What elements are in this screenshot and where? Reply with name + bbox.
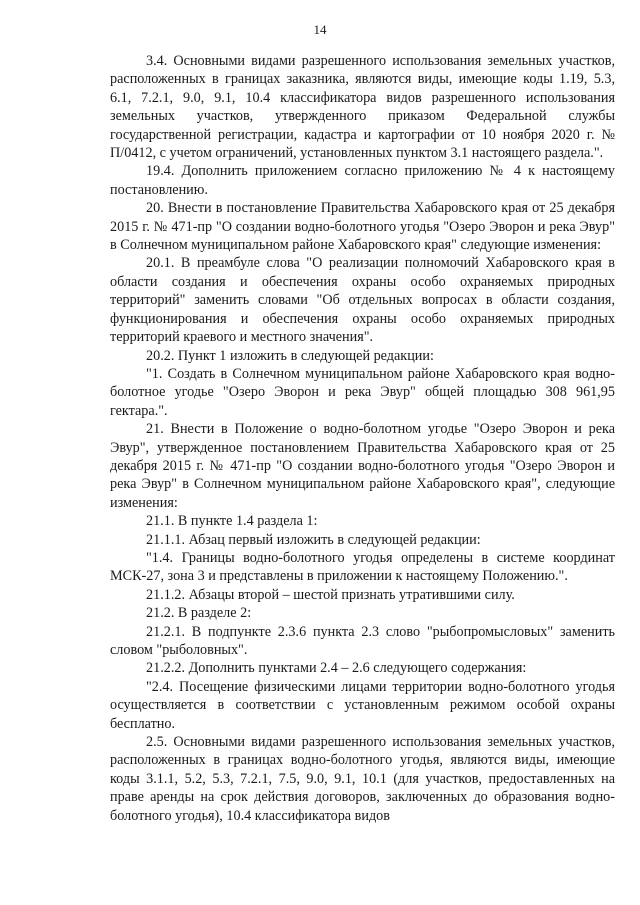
paragraph-quote-1-4: "1.4. Границы водно-болотного угодья определены в системе координат МСК-27, зона 3 и представлены в приложении к настоящему Положению.". [110,549,615,585]
paragraph-20: 20. Внести в постановление Правительства Хабаровского края от 25 декабря 2015 г. № 471-пр "О создании водно-болотного угодья "Озеро Эворон и река Эвур" в Солнечном муниципальном районе Хабаровского края" следующие изменения: [110,200,615,254]
paragraph-21-1: 21.1. В пункте 1.4 раздела 1: [146,513,318,530]
page-number: 14 [313,22,327,37]
document-body [110,52,615,825]
paragraph-21-2: 21.2. В разделе 2: [146,605,252,622]
paragraph-21-2-1: 21.2.1. В подпункте 2.3.6 пункта 2.3 слово "рыбопромысловых" заменить словом "рыболовных". [110,623,615,658]
paragraph-quote-1: "1. Создать в Солнечном муниципальном районе Хабаровского края водно-болотное угодье "Озеро Эворон и река Эвур" общей площадью 308 961,95 гектара.". [110,365,615,419]
paragraph-19-4: 19.4. Дополнить приложением согласно приложению № 4 к настоящему постановлению. [110,163,615,198]
paragraph-2-5: 2.5. Основными видами разрешенного использования земельных участков, расположенных в границах водно-болотного угодья, являются виды, имеющие коды 3.1.1, 5.2, 5.3, 7.2.1, 7.5, 9.0, 9.1, 10.1 (для участков, предоставленных на праве аренды на срок действия договоров, заключенных до образования водно-болотного угодья), 10.4 классификатора видов [110,734,615,824]
paragraph-20-2: 20.2. Пункт 1 изложить в следующей редакции: [146,347,434,364]
paragraph-21-2-2: 21.2.2. Дополнить пунктами 2.4 – 2.6 следующего содержания: [146,660,527,677]
paragraph-21-1-1: 21.1.1. Абзац первый изложить в следующей редакции: [146,531,481,548]
paragraph-21-1-2: 21.1.2. Абзацы второй – шестой признать утратившими силу. [146,586,515,603]
paragraph-20-1: 20.1. В преамбуле слова "О реализации полномочий Хабаровского края в области создания и обеспечения охраны особо охраняемых природных территорий" заменить словами "Об отдельных вопросах в области создания, функционирования и обеспечения охраны особо охраняемых природных территорий краевого и местного значения". [110,255,615,346]
paragraph-21: 21. Внести в Положение о водно-болотном угодье "Озеро Эворон и река Эвур", утвержденное постановлением Правительства Хабаровского края от 25 декабря 2015 г. № 471-пр "О создании водно-болотного угодья "Озеро Эворон и река Эвур" в Солнечном муниципальном районе Хабаровского края", следующие изменения: [110,421,615,511]
paragraph-3-4: 3.4. Основными видами разрешенного использования земельных участков, расположенных в границах заказника, являются виды, имеющие коды 1.19, 5.3, 6.1, 7.2.1, 9.0, 9.1, 10.4 классификатора видов разрешенного использования земельных участков, утвержденного приказом Федеральной службы государственной регистрации, кадастра и картографии от 10 ноября 2020 г. № П/0412, с учетом ограничений, установленных пунктом 3.1 настоящего раздела.". [110,53,615,162]
paragraph-quote-2-4: "2.4. Посещение физическими лицами территории водно-болотного угодья осуществляется в соответствии с установленным режимом особой охраны бесплатно. [110,678,615,732]
